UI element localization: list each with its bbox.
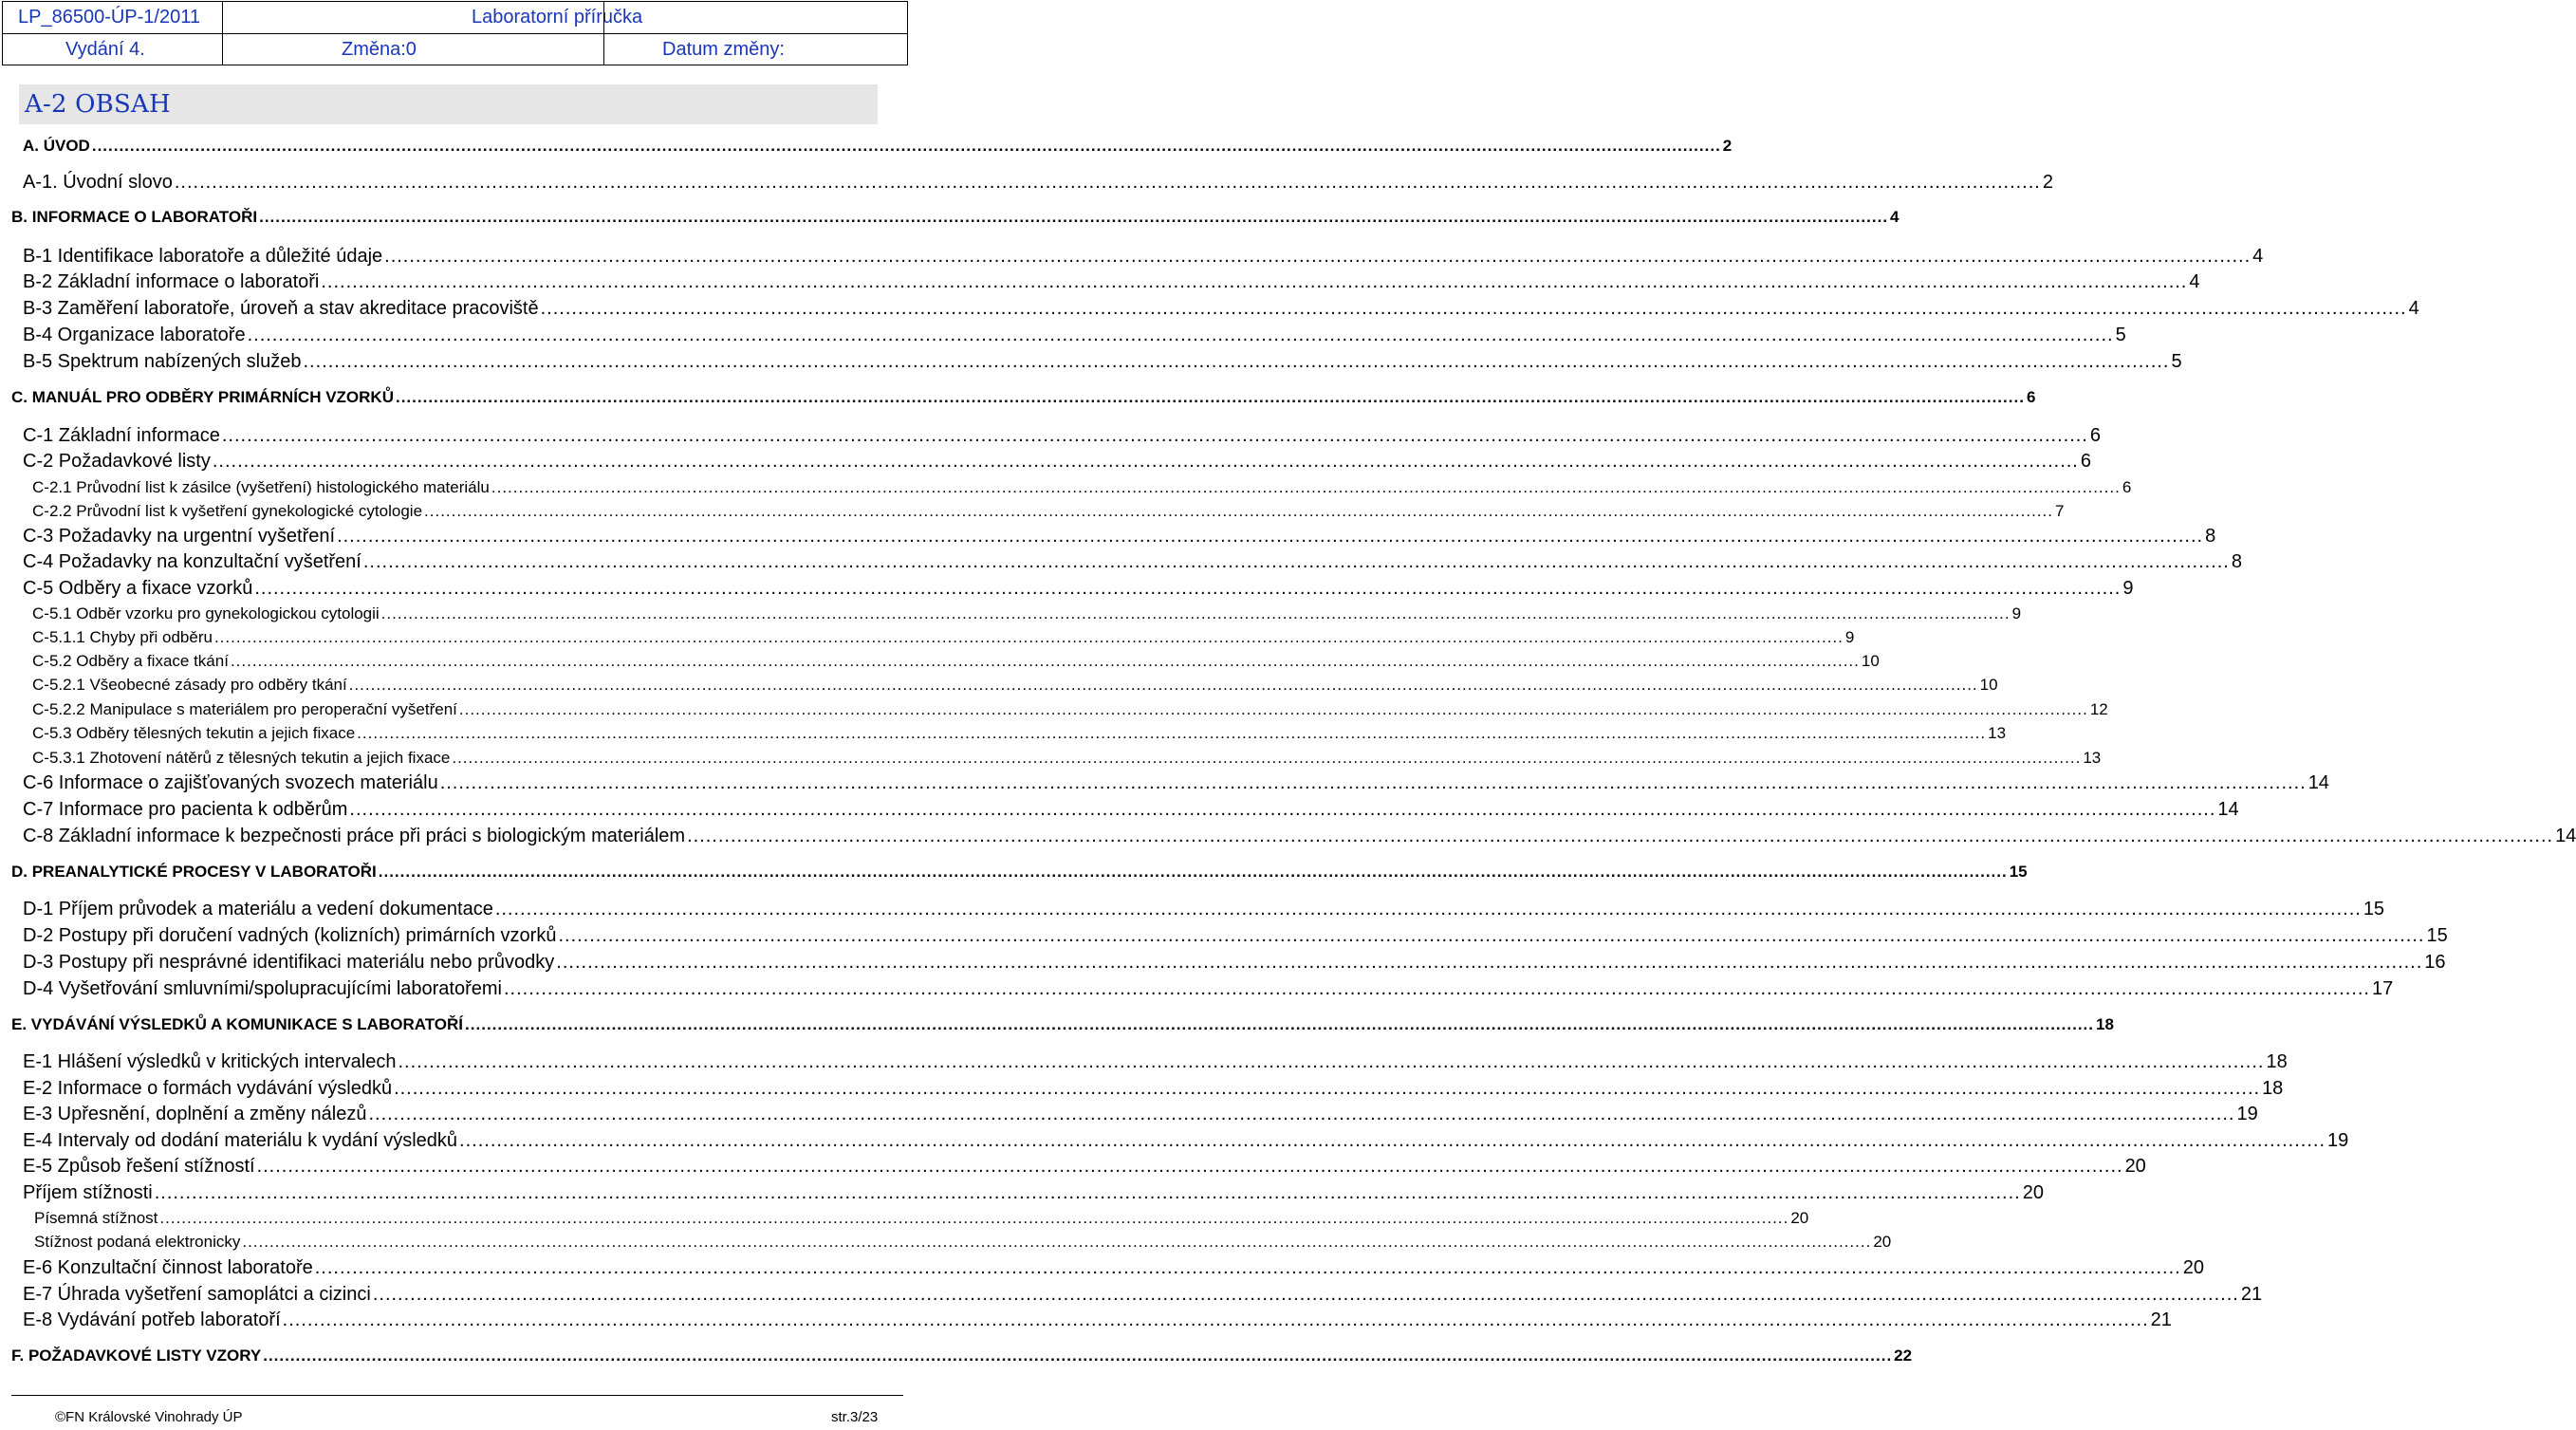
- toc-dot-leader: ............................................................................................................................................................................................................................................................................................................: [247, 325, 2114, 345]
- toc-entry[interactable]: [23, 924, 2448, 947]
- toc-entry[interactable]: [23, 270, 2200, 293]
- toc-entry-page: 20: [1790, 1209, 1809, 1227]
- toc-dot-leader: ............................................................................................................................................................................................................................................................................................................: [556, 952, 2423, 973]
- toc-entry[interactable]: [23, 350, 2182, 373]
- toc-entry-page: 18: [2096, 1015, 2114, 1033]
- toc-entry[interactable]: [23, 1309, 2172, 1331]
- toc-entry-title: Příjem stížnosti: [23, 1182, 153, 1203]
- toc-dot-leader: ............................................................................................................................................................................................................................................................................................................: [378, 863, 2008, 881]
- toc-entry-title: E-7 Úhrada vyšetření samoplátci a cizinci: [23, 1284, 371, 1305]
- toc-entry-title: E. VYDÁVÁNÍ VÝSLEDKŮ A KOMUNIKACE S LABORATOŘÍ: [11, 1015, 464, 1033]
- header-divider: [603, 2, 604, 65]
- toc-entry-title: F. POŽADAVKOVÉ LISTY VZORY: [11, 1346, 262, 1365]
- toc-entry-page: 6: [2122, 478, 2132, 496]
- toc-dot-leader: ............................................................................................................................................................................................................................................................................................................: [242, 1233, 1872, 1251]
- toc-entry-page: 21: [2240, 1284, 2263, 1305]
- toc-entry-title: B-1 Identifikace laboratoře a důležité údaje: [23, 246, 383, 267]
- header-row-2: [3, 34, 907, 65]
- toc-dot-leader: ............................................................................................................................................................................................................................................................................................................: [221, 425, 2088, 446]
- toc-dot-leader: ............................................................................................................................................................................................................................................................................................................: [459, 1130, 2326, 1151]
- toc-entry-page: 14: [2307, 772, 2329, 793]
- toc-dot-leader: ............................................................................................................................................................................................................................................................................................................: [174, 172, 2041, 193]
- toc-entry-title: D. PREANALYTICKÉ PROCESY V LABORATOŘI: [11, 863, 377, 881]
- toc-entry[interactable]: [32, 604, 2022, 623]
- toc-entry-page: 17: [2372, 978, 2394, 999]
- toc-entry-page: 10: [1979, 676, 1998, 694]
- toc-entry-title: D-4 Vyšetřování smluvními/spolupracujícími laboratořemi: [23, 978, 502, 999]
- toc-entry[interactable]: [23, 798, 2239, 821]
- toc-entry[interactable]: [32, 501, 2065, 521]
- header-divider: [222, 2, 223, 65]
- toc-entry[interactable]: [23, 1155, 2146, 1178]
- toc-entry[interactable]: [11, 1346, 1913, 1365]
- toc-entry-page: 14: [2555, 826, 2576, 846]
- toc-entry-title: C-5.1.1 Chyby při odběru: [32, 628, 213, 646]
- toc-entry-page: 20: [1873, 1233, 1892, 1251]
- toc-entry-title: E-5 Způsob řešení stížností: [23, 1156, 255, 1177]
- toc-entry-title: E-3 Upřesnění, doplnění a změny nálezů: [23, 1104, 367, 1124]
- toc-entry-page: 8: [2205, 526, 2216, 547]
- toc-dot-leader: ............................................................................................................................................................................................................................................................................................................: [230, 652, 1860, 670]
- toc-entry-page: 10: [1861, 652, 1880, 670]
- toc-entry-page: 15: [2009, 863, 2028, 881]
- toc-dot-leader: ............................................................................................................................................................................................................................................................................................................: [362, 551, 2230, 572]
- toc-dot-leader: ............................................................................................................................................................................................................................................................................................................: [384, 246, 2252, 267]
- toc-dot-leader: ............................................................................................................................................................................................................................................................................................................: [540, 298, 2407, 319]
- toc-entry[interactable]: [23, 324, 2126, 346]
- toc-entry-title: E-2 Informace o formách vydávání výsledků: [23, 1078, 393, 1099]
- toc-dot-leader: ............................................................................................................................................................................................................................................................................................................: [398, 1051, 2265, 1072]
- toc-entry[interactable]: [11, 387, 2036, 407]
- document-header: [2, 1, 908, 65]
- toc-entry-page: 6: [2089, 425, 2101, 446]
- toc-dot-leader: ............................................................................................................................................................................................................................................................................................................: [372, 1284, 2239, 1305]
- toc-entry-title: C-5.1 Odběr vzorku pro gynekologickou cytologii: [32, 604, 380, 622]
- toc-entry-page: 20: [2022, 1182, 2044, 1203]
- toc-entry-title: E-4 Intervaly od dodání materiálu k vydání výsledků: [23, 1130, 458, 1151]
- toc-dot-leader: ............................................................................................................................................................................................................................................................................................................: [424, 502, 2053, 520]
- toc-entry-page: 12: [2089, 700, 2108, 718]
- toc-entry[interactable]: [23, 136, 1733, 156]
- toc-dot-leader: ............................................................................................................................................................................................................................................................................................................: [91, 137, 1721, 155]
- toc-dot-leader: ............................................................................................................................................................................................................................................................................................................: [465, 1015, 2094, 1033]
- toc-entry-page: 22: [1894, 1346, 1913, 1365]
- toc-entry[interactable]: [23, 1050, 2288, 1073]
- toc-entry-title: C-5 Odběry a fixace vzorků: [23, 578, 253, 599]
- toc-entry-title: E-8 Vydávání potřeb laboratoří: [23, 1309, 281, 1330]
- toc-entry-page: 13: [2083, 749, 2102, 767]
- footer-page-number: str.3/23: [831, 1409, 879, 1425]
- toc-entry-page: 21: [2150, 1309, 2172, 1330]
- toc-dot-leader: ............................................................................................................................................................................................................................................................................................................: [687, 826, 2554, 846]
- toc-entry[interactable]: [32, 477, 2132, 497]
- toc-entry-page: 6: [2080, 451, 2091, 472]
- change: Změna:0: [342, 39, 417, 60]
- toc-entry[interactable]: [23, 977, 2394, 1000]
- toc-dot-leader: ............................................................................................................................................................................................................................................................................................................: [337, 526, 2204, 547]
- toc-dot-leader: ............................................................................................................................................................................................................................................................................................................: [263, 1346, 1893, 1365]
- toc-entry[interactable]: [32, 627, 1855, 647]
- toc-dot-leader: ............................................................................................................................................................................................................................................................................................................: [212, 451, 2079, 472]
- toc-entry-title: C-5.2 Odběry a fixace tkání: [32, 652, 229, 670]
- toc-entry-title: C-5.3 Odběry tělesných tekutin a jejich fixace: [32, 724, 356, 742]
- toc-entry-title: D-1 Příjem průvodek a materiálu a vedení dokumentace: [23, 899, 493, 919]
- toc-entry-page: 4: [2189, 271, 2200, 292]
- toc-entry-title: C-2.2 Průvodní list k vyšetření gynekologické cytologie: [32, 502, 423, 520]
- toc-entry-title: C-4 Požadavky na konzultační vyšetření: [23, 551, 361, 572]
- toc-entry[interactable]: [23, 525, 2216, 548]
- toc-entry[interactable]: [23, 951, 2446, 974]
- toc-entry[interactable]: [34, 1208, 1809, 1228]
- toc-entry-page: 9: [2011, 604, 2022, 622]
- toc-entry-page: 4: [2408, 298, 2419, 319]
- toc-entry-title: E-1 Hlášení výsledků v kritických intervalech: [23, 1051, 397, 1072]
- footer-copyright: ©FN Královské Vinohrady ÚP: [55, 1409, 243, 1425]
- toc-entry-page: 9: [1844, 628, 1855, 646]
- toc-dot-leader: ............................................................................................................................................................................................................................................................................................................: [357, 724, 1987, 742]
- toc-dot-leader: ............................................................................................................................................................................................................................................................................................................: [259, 208, 1889, 226]
- toc-dot-leader: ............................................................................................................................................................................................................................................................................................................: [256, 1156, 2123, 1177]
- toc-entry-title: C-7 Informace pro pacienta k odběrům: [23, 799, 348, 820]
- toc-dot-leader: ............................................................................................................................................................................................................................................................................................................: [380, 604, 2011, 622]
- toc-entry-page: 16: [2424, 952, 2446, 973]
- toc-dot-leader: ............................................................................................................................................................................................................................................................................................................: [314, 1257, 2181, 1278]
- toc-dot-leader: ............................................................................................................................................................................................................................................................................................................: [458, 700, 2088, 718]
- toc-entry-page: 6: [2026, 388, 2036, 406]
- toc-dot-leader: ............................................................................................................................................................................................................................................................................................................: [504, 978, 2370, 999]
- toc-entry-title: C. MANUÁL PRO ODBĚRY PRIMÁRNÍCH VZORKŮ: [11, 388, 394, 406]
- toc-entry-page: 5: [2115, 325, 2126, 345]
- toc-entry-title: C-3 Požadavky na urgentní vyšetření: [23, 526, 336, 547]
- toc-entry[interactable]: [23, 424, 2101, 447]
- toc-entry-page: 4: [1890, 208, 1900, 226]
- toc-dot-leader: ............................................................................................................................................................................................................................................................................................................: [491, 478, 2121, 496]
- toc-entry-title: D-3 Postupy při nesprávné identifikaci materiálu nebo průvodky: [23, 952, 555, 973]
- toc-entry-page: 2: [2042, 172, 2053, 193]
- toc-entry-page: 4: [2252, 246, 2264, 267]
- toc-entry[interactable]: [11, 862, 2028, 882]
- header-row-1: [3, 2, 907, 34]
- toc-entry-title: C-6 Informace o zajišťovaných svozech materiálu: [23, 772, 438, 793]
- toc-entry[interactable]: [23, 577, 2134, 600]
- toc-dot-leader: ............................................................................................................................................................................................................................................................................................................: [159, 1209, 1789, 1227]
- toc-entry[interactable]: [23, 898, 2385, 920]
- toc-entry-title: C-8 Základní informace k bezpečnosti práce při práci s biologickým materiálem: [23, 826, 686, 846]
- toc-entry-page: 13: [1988, 724, 2007, 742]
- toc-dot-leader: ............................................................................................................................................................................................................................................................................................................: [349, 799, 2216, 820]
- section-title: A-2 OBSAH: [25, 90, 171, 119]
- toc-entry-title: C-1 Základní informace: [23, 425, 220, 446]
- toc-entry-title: Stížnost podaná elektronicky: [34, 1233, 241, 1251]
- toc-entry[interactable]: [23, 1103, 2258, 1125]
- toc-entry-title: B-4 Organizace laboratoře: [23, 325, 246, 345]
- toc-entry[interactable]: [34, 1232, 1892, 1252]
- toc-entry[interactable]: [23, 1077, 2284, 1100]
- toc-dot-leader: ............................................................................................................................................................................................................................................................................................................: [494, 899, 2362, 919]
- toc-entry[interactable]: [11, 1014, 2114, 1034]
- toc-entry[interactable]: [23, 1129, 2349, 1152]
- toc-entry-page: 14: [2217, 799, 2239, 820]
- toc-entry-page: 19: [2236, 1104, 2258, 1124]
- section-heading-band: [19, 84, 878, 124]
- toc-entry-title: D-2 Postupy při doručení vadných (kolizních) primárních vzorků: [23, 925, 557, 946]
- toc-dot-leader: ............................................................................................................................................................................................................................................................................................................: [394, 1078, 2261, 1099]
- footer-divider: [11, 1395, 903, 1396]
- toc-entry[interactable]: [23, 297, 2419, 320]
- toc-entry-title: E-6 Konzultační činnost laboratoře: [23, 1257, 313, 1278]
- toc-entry-page: 2: [1722, 137, 1733, 155]
- toc-entry[interactable]: [23, 550, 2242, 573]
- change-date: Datum změny:: [662, 39, 785, 60]
- toc-entry[interactable]: [23, 450, 2091, 473]
- doc-id: LP_86500-ÚP-1/2011: [18, 7, 200, 28]
- toc-dot-leader: ............................................................................................................................................................................................................................................................................................................: [368, 1104, 2235, 1124]
- toc-entry-page: 18: [2262, 1078, 2284, 1099]
- toc-dot-leader: ............................................................................................................................................................................................................................................................................................................: [558, 925, 2425, 946]
- toc-entry-title: Písemná stížnost: [34, 1209, 158, 1227]
- toc-entry[interactable]: [11, 207, 1900, 227]
- toc-entry-page: 5: [2171, 351, 2182, 372]
- toc-entry[interactable]: [32, 748, 2102, 768]
- toc-entry[interactable]: [32, 651, 1880, 671]
- toc-dot-leader: ............................................................................................................................................................................................................................................................................................................: [254, 578, 2122, 599]
- toc-entry-page: 8: [2231, 551, 2242, 572]
- toc-entry-page: 15: [2426, 925, 2448, 946]
- toc-dot-leader: ............................................................................................................................................................................................................................................................................................................: [395, 388, 2025, 406]
- toc-entry[interactable]: [23, 245, 2264, 268]
- edition: Vydání 4.: [65, 39, 145, 60]
- toc-entry-title: C-5.2.1 Všeobecné zásady pro odběry tkání: [32, 676, 347, 694]
- toc-entry-title: C-2 Požadavkové listy: [23, 451, 211, 472]
- toc-entry-page: 19: [2327, 1130, 2349, 1151]
- toc-entry[interactable]: [23, 171, 2053, 194]
- toc-entry-title: C-2.1 Průvodní list k zásilce (vyšetření) histologického materiálu: [32, 478, 490, 496]
- toc-entry[interactable]: [23, 1181, 2044, 1204]
- toc-entry-page: 15: [2363, 899, 2385, 919]
- toc-entry-title: B-5 Spektrum nabízených služeb: [23, 351, 302, 372]
- toc-entry[interactable]: [32, 699, 2108, 719]
- toc-entry[interactable]: [23, 1283, 2263, 1306]
- toc-entry[interactable]: [32, 675, 1998, 695]
- toc-entry-title: B. INFORMACE O LABORATOŘI: [11, 208, 258, 226]
- doc-title: Laboratorní příručka: [472, 7, 643, 28]
- toc-entry[interactable]: [23, 1256, 2204, 1279]
- toc-entry-page: 18: [2266, 1051, 2288, 1072]
- toc-entry-title: B-3 Zaměření laboratoře, úroveň a stav akreditace pracoviště: [23, 298, 539, 319]
- toc-dot-leader: ............................................................................................................................................................................................................................................................................................................: [154, 1182, 2021, 1203]
- toc-entry-title: C-5.3.1 Zhotovení nátěrů z tělesných tekutin a jejich fixace: [32, 749, 451, 767]
- toc-entry-title: A-1. Úvodní slovo: [23, 172, 173, 193]
- toc-dot-leader: ............................................................................................................................................................................................................................................................................................................: [439, 772, 2307, 793]
- toc-dot-leader: ............................................................................................................................................................................................................................................................................................................: [282, 1309, 2149, 1330]
- toc-entry[interactable]: [32, 723, 2007, 743]
- toc-entry-page: 20: [2182, 1257, 2204, 1278]
- toc-entry-page: 7: [2054, 502, 2065, 520]
- toc-dot-leader: ............................................................................................................................................................................................................................................................................................................: [321, 271, 2188, 292]
- toc-dot-leader: ............................................................................................................................................................................................................................................................................................................: [303, 351, 2170, 372]
- toc-dot-leader: ............................................................................................................................................................................................................................................................................................................: [452, 749, 2082, 767]
- toc-entry-title: B-2 Základní informace o laboratoři: [23, 271, 320, 292]
- toc-entry-page: 9: [2122, 578, 2134, 599]
- toc-entry[interactable]: [23, 825, 2576, 847]
- toc-entry-title: C-5.2.2 Manipulace s materiálem pro peroperační vyšetření: [32, 700, 457, 718]
- toc-dot-leader: ............................................................................................................................................................................................................................................................................................................: [213, 628, 1844, 646]
- toc-entry-page: 20: [2124, 1156, 2146, 1177]
- toc-dot-leader: ............................................................................................................................................................................................................................................................................................................: [348, 676, 1978, 694]
- toc-entry-title: A. ÚVOD: [23, 137, 90, 155]
- toc-entry[interactable]: [23, 771, 2329, 794]
